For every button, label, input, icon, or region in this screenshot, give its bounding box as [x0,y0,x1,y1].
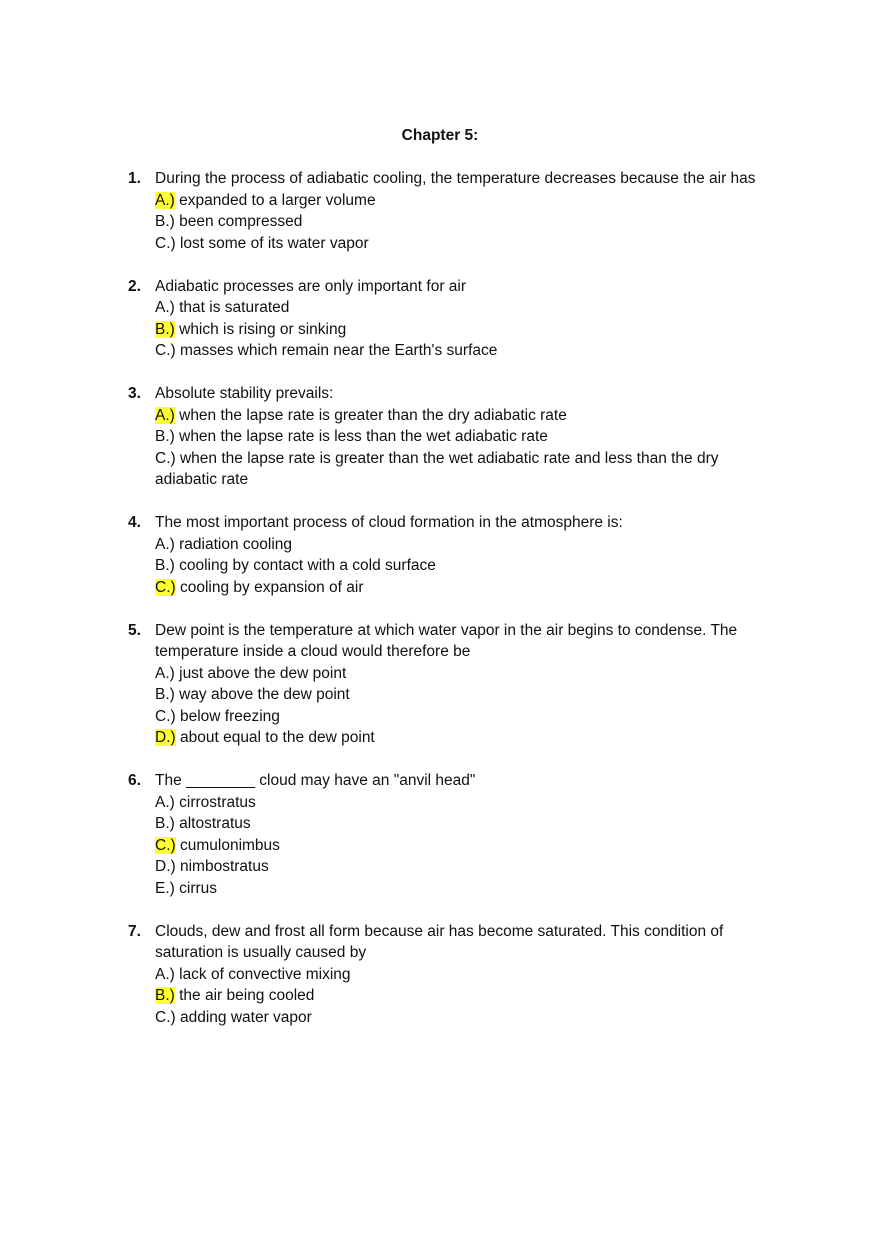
answer-option [155,985,778,1007]
answer-option [155,1007,778,1029]
answer-text: masses which remain near the Earth's surface [175,342,498,359]
answer-text: cirrus [174,879,218,897]
answer-letter: B.) [155,213,175,230]
answer-text: been compressed [174,213,303,230]
answer-text: altostratus [174,815,251,832]
answer-option [155,405,778,427]
question-text: The most important process of cloud formation in the atmosphere is: [155,514,623,531]
answer-text: when the lapse rate is less than the wet adiabatic rate [174,428,548,445]
answer-option [155,448,778,491]
answer-letter: C.) [155,707,176,725]
question-text: During the process of adiabatic cooling, the temperature decreases because the air has [155,170,756,187]
question-text: Clouds, dew and frost all form because air has become saturated. This condition of saturation is usually caused by [155,922,724,961]
answer-text: lack of convective mixing [174,965,351,983]
answer-text: expanded to a larger volume [174,191,376,209]
answer-option [155,340,778,362]
question-text: The ________ cloud may have an "anvil head" [155,772,476,789]
question-1 [128,168,778,254]
answer-text: adding water vapor [175,1008,312,1026]
answer-text: cirrostratus [174,793,256,811]
question-number: 3. [128,385,141,402]
answer-option [155,211,778,233]
question-list [128,168,778,1050]
answer-option [155,233,778,255]
answer-letter: A.) [155,535,175,553]
answer-text: cooling by contact with a cold surface [174,557,436,574]
question-6 [128,770,778,899]
question-2 [128,276,778,362]
answer-option [155,555,778,577]
answer-option [155,727,778,749]
answer-option [155,964,778,986]
answer-option [155,835,778,857]
question-3 [128,383,778,491]
answer-letter-highlighted: B.) [155,987,175,1004]
answer-letter-highlighted: C.) [155,836,176,854]
answer-option [155,878,778,900]
answer-option [155,297,778,319]
answer-letter: C.) [155,342,176,359]
question-text: Dew point is the temperature at which water vapor in the air begins to condense. The temperature inside a cloud would therefore be [155,621,738,660]
answer-letter: B.) [155,815,175,832]
answer-letter: D.) [155,858,176,875]
answer-option [155,534,778,556]
answer-text: nimbostratus [175,858,269,875]
question-number: 4. [128,514,141,531]
answer-letter: B.) [155,686,175,703]
answer-option [155,706,778,728]
chapter-title: Chapter 5: [401,127,479,144]
answer-text: when the lapse rate is greater than the wet adiabatic rate and less than the dry adiabatic rate [155,449,719,488]
question-number: 6. [128,772,141,789]
answer-letter-highlighted: D.) [155,729,176,746]
answer-letter: B.) [155,428,175,445]
answer-letter: B.) [155,557,175,574]
answer-text: below freezing [175,707,280,725]
answer-option [155,856,778,878]
answer-option [155,190,778,212]
answer-letter-highlighted: C.) [155,578,176,596]
question-number: 2. [128,277,141,295]
answer-letter: A.) [155,299,175,316]
question-number: 1. [128,170,141,187]
answer-text: when the lapse rate is greater than the dry adiabatic rate [174,406,567,424]
answer-letter: A.) [155,664,175,682]
answer-option [155,684,778,706]
question-number: 5. [128,621,141,639]
answer-letter-highlighted: B.) [155,320,175,338]
answer-letter: A.) [155,965,175,983]
answer-letter: C.) [155,1008,176,1026]
answer-text: that is saturated [174,299,290,316]
answer-text: cumulonimbus [175,836,280,854]
answer-letter: E.) [155,879,175,897]
answer-letter-highlighted: A.) [155,191,175,209]
question-5 [128,620,778,749]
answer-text: which is rising or sinking [174,320,347,338]
question-text: Adiabatic processes are only important for air [155,277,467,295]
answer-text: about equal to the dew point [175,729,375,746]
answer-text: lost some of its water vapor [175,234,369,252]
answer-option [155,577,778,599]
answer-text: the air being cooled [174,987,315,1004]
answer-option [155,813,778,835]
answer-letter: A.) [155,793,175,811]
answer-text: radiation cooling [174,535,293,553]
question-text: Absolute stability prevails: [155,385,334,402]
question-number: 7. [128,922,141,940]
answer-letter: C.) [155,234,176,252]
answer-text: cooling by expansion of air [175,578,364,596]
answer-option [155,792,778,814]
answer-text: just above the dew point [174,664,347,682]
answer-text: way above the dew point [174,686,350,703]
answer-letter: C.) [155,449,176,467]
answer-option [155,319,778,341]
answer-letter-highlighted: A.) [155,406,175,424]
question-4 [128,512,778,598]
answer-option [155,663,778,685]
question-7 [128,921,778,1029]
answer-option [155,426,778,448]
